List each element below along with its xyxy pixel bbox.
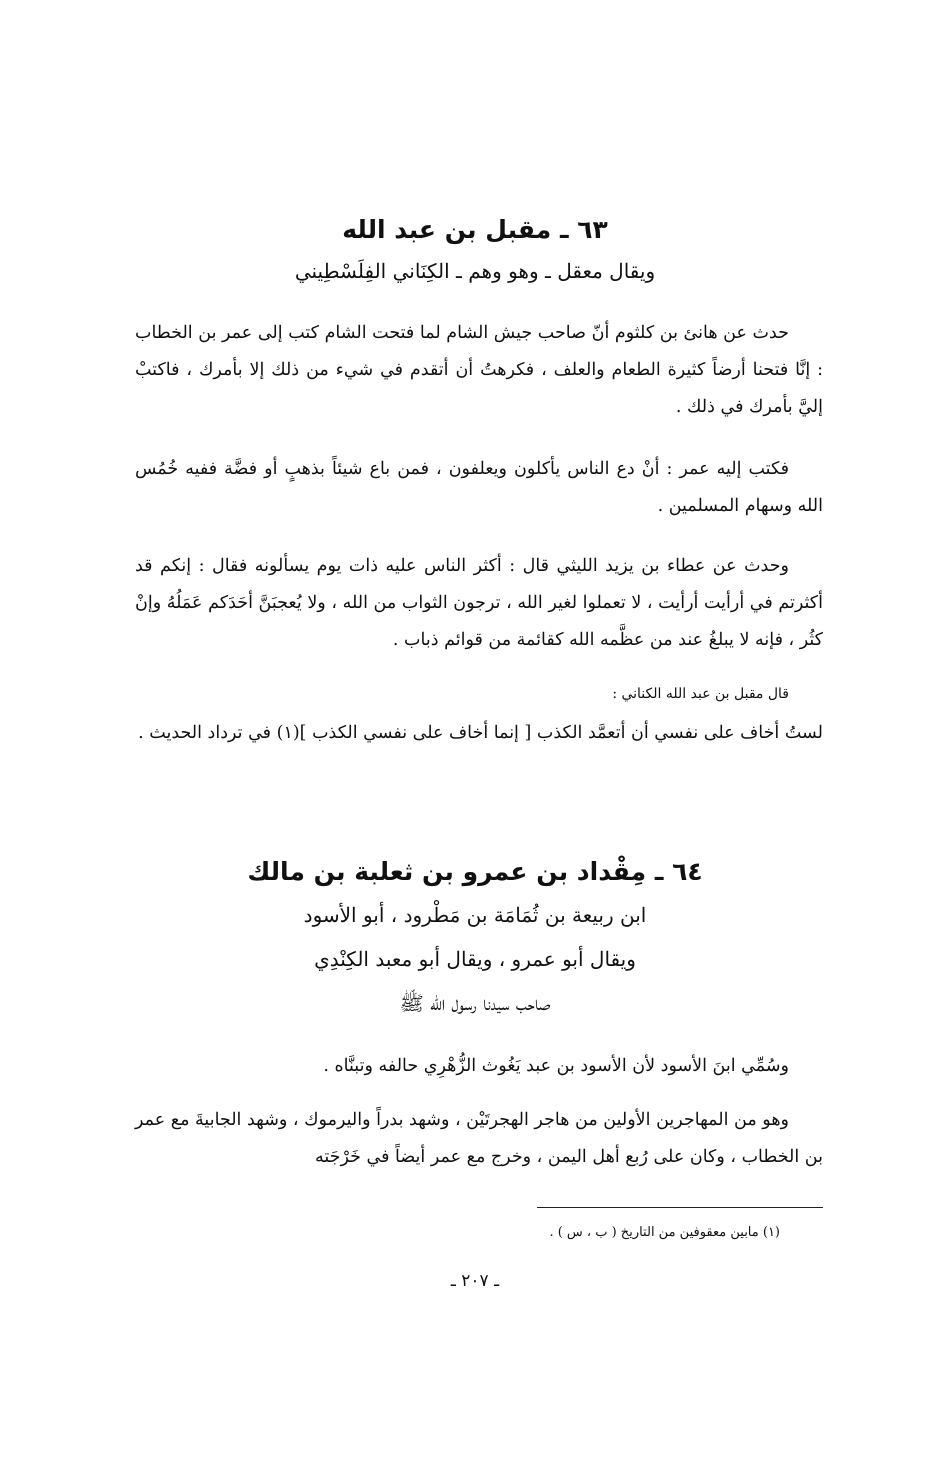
section-63-title: ٦٣ ـ مقبل بن عبد الله <box>342 215 608 244</box>
section-64-subtitle-line-2: ويقال أبو عمرو ، ويقال أبو معبد الكِنْدِي <box>314 947 636 971</box>
quote-text: لستُ أخاف على نفسي أن أتعمَّد الكذب [ إنما أخاف على نفسي الكذب ](١) في ترداد الحديث . <box>138 723 823 743</box>
section-63-paragraph-2: فكتب إليه عمر : أنْ دع الناس يأكلون ويعلفون ، فمن باع شيئاً بذهبٍ أو فضَّة ففيه خُمُس الله وسهام المسلمين . <box>135 459 823 516</box>
page-number: ـ ٢٠٧ ـ <box>450 1271 500 1291</box>
footnote: (١) مابين معقوفين من التاريخ ( ب ، س ) . <box>549 1225 780 1240</box>
footnote-divider <box>537 1207 823 1208</box>
section-64-paragraph-2: وهو من المهاجرين الأولين من هاجر الهجرتَيْن ، وشهد بدراً واليرموك ، وشهد الجابيةَ مع عمر بن الخطاب ، وكان على رُبع أهل اليمن ، وخرج مع عمر أيضاً في خَرْجَته <box>135 1110 823 1167</box>
section-64-paragraph-1: وسُمِّي ابنَ الأسود لأن الأسود بن عبد يَغُوث الزُّهْرِي حالفه وتبنَّاه . <box>323 1056 789 1076</box>
section-63-subtitle: ويقال معقل ـ وهو وهم ـ الكِنَاني الفِلَسْطِيني <box>294 259 656 283</box>
section-64-subtitle-line-1: ابن ربيعة بن ثُمَامَة بن مَطْرود ، أبو الأسود <box>303 903 647 927</box>
section-63-paragraph-1: حدث عن هانئ بن كلثوم أنّ صاحب جيش الشام لما فتحت الشام كتب إلى عمر بن الخطاب : إنَّا فتحنا أرضاً كثيرة الطعام والعلف ، فكرهتُ أن أتقدم في شيء من ذلك إلا بأمرك ، فاكتبْ إليَّ بأمرك في ذلك . <box>135 323 823 417</box>
section-64-title: ٦٤ ـ مِقْداد بن عمرو بن ثعلبة بن مالك <box>247 857 703 886</box>
quote-intro: قال مقبل بن عبد الله الكناني : <box>612 686 789 702</box>
section-63-paragraph-3: وحدث عن عطاء بن يزيد الليثي قال : أكثر الناس عليه ذات يوم يسألونه فقال : إنكم قد أكثرتم في أرأيت أرأيت ، لا تعملوا لغير الله ، ترجون الثواب من الله ، ولا يُعجبَنَّ أحَدَكم عَمَلُهُ وإنْ كثُر ، فإنه لا يبلغُ عند من عظَّمه الله كقائمة من قوائم ذباب . <box>135 556 823 650</box>
section-64-subtitle-line-3: صاحب سيدنا رسول الله ﷺ <box>399 991 551 1015</box>
